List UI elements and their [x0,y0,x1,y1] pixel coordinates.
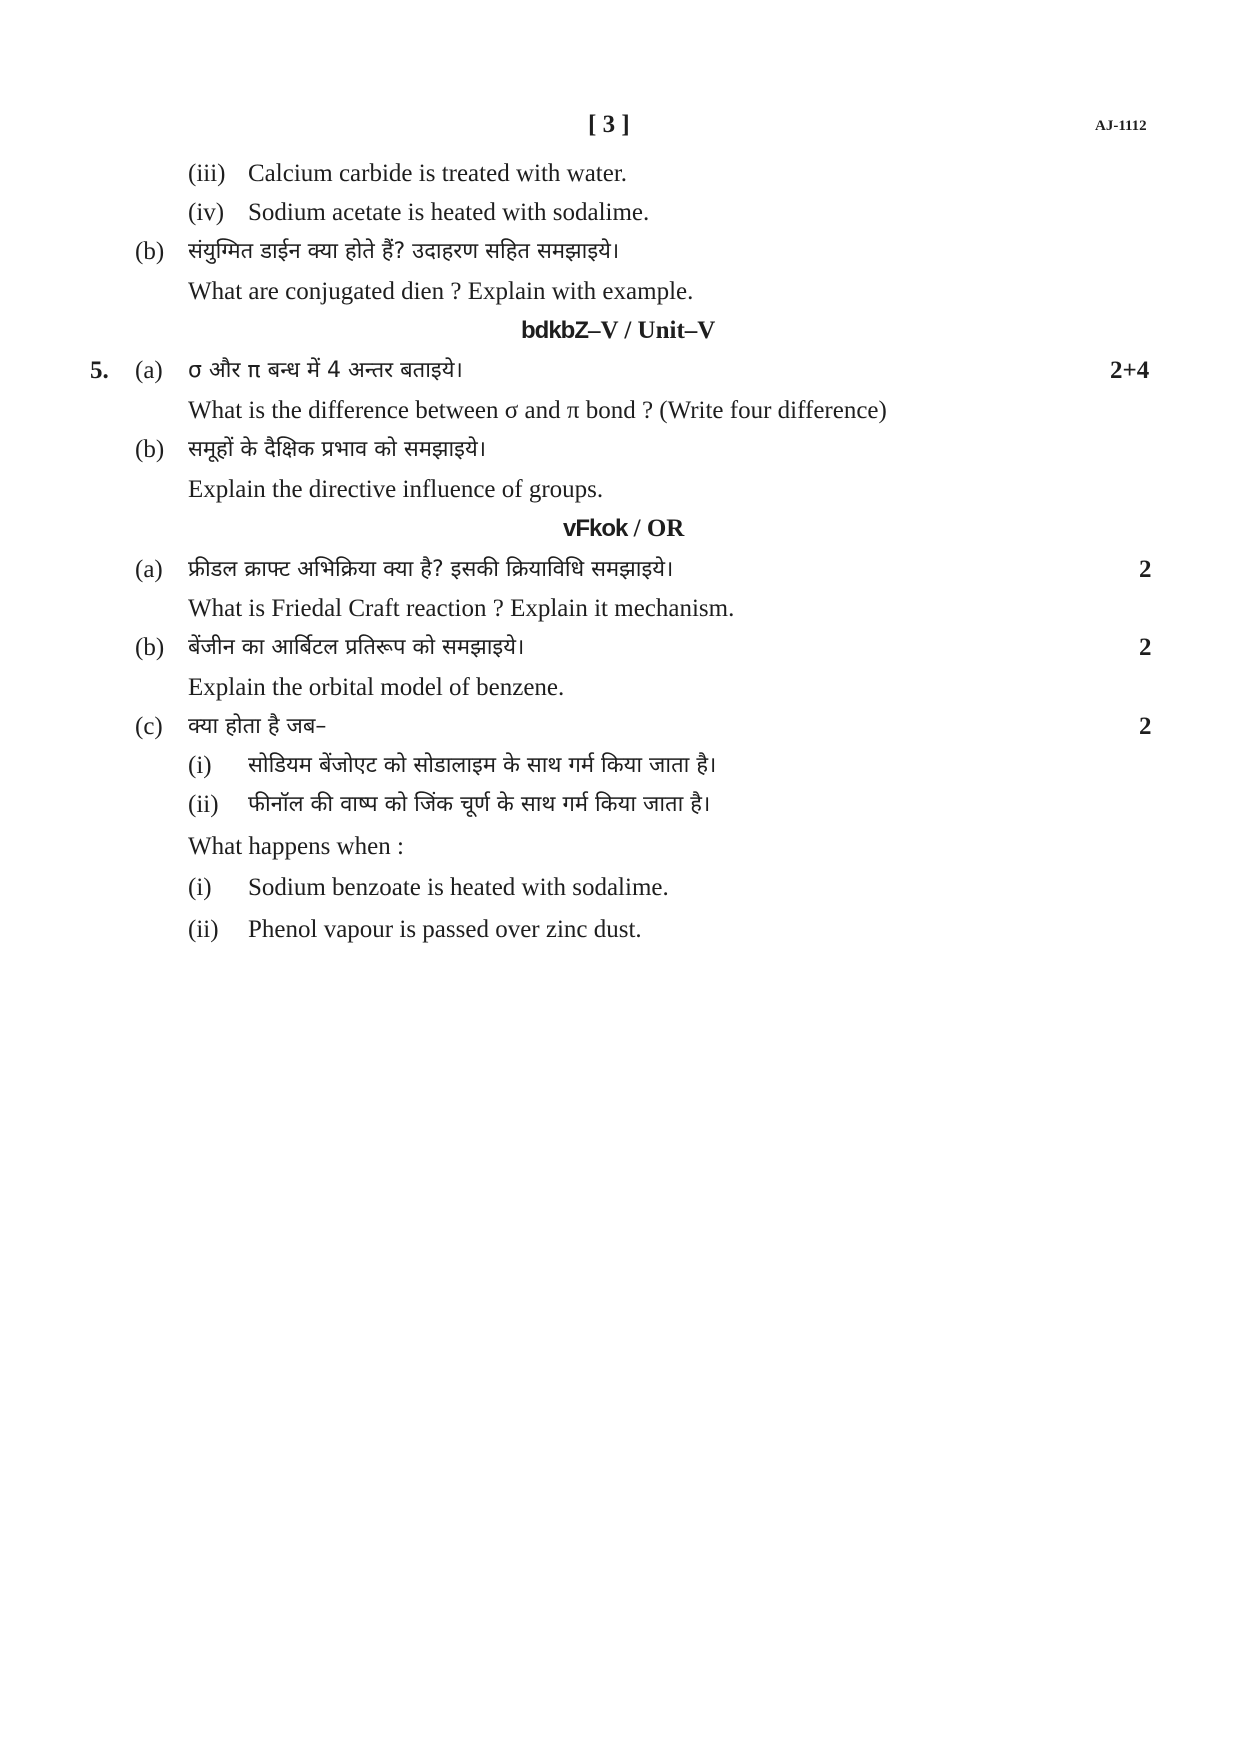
q4b-english: What are conjugated dien ? Explain with example. [188,278,694,305]
or-c-marks: 2 [1139,713,1152,740]
or-c-en-ii-text: Phenol vapour is passed over zinc dust. [248,916,642,943]
item-iii-text: Calcium carbide is treated with water. [248,160,628,187]
unit-heading-text: –V / Unit–V [588,317,716,344]
q5-marks: 2+4 [1110,357,1150,384]
or-a-label: (a) [135,556,163,583]
paper-code: AJ-1112 [1095,118,1147,134]
q5a-label: (a) [135,357,163,384]
q4b-label: (b) [135,238,165,265]
q5b-hindi: समूहों के दैक्षिक प्रभाव को समझाइये। [188,437,487,462]
item-iv-text: Sodium acetate is heated with sodalime. [248,199,650,226]
or-c-label: (c) [135,713,163,740]
q5b-label: (b) [135,436,165,463]
or-c-hi-i-label: (i) [188,752,212,779]
or-c-en-i-text: Sodium benzoate is heated with sodalime. [248,874,669,901]
item-iii-label: (iii) [188,160,226,187]
or-c-hi-ii-label: (ii) [188,791,219,818]
q5-number: 5. [90,357,109,384]
or-c-hi-ii-text: फीनॉल की वाष्प को जिंक चूर्ण के साथ गर्म किया जाता है। [248,792,711,817]
or-b-label: (b) [135,634,165,661]
or-heading-text: / OR [627,515,685,542]
q5a-english: What is the difference between σ and π bond ? (Write four difference) [188,397,887,424]
unit-heading [521,316,715,346]
or-c-en-i-label: (i) [188,874,212,901]
or-b-hindi: बेंजीन का आर्बिटल प्रतिरूप को समझाइये। [188,635,525,660]
unit-heading-garbled: bdkbZ [521,317,588,344]
or-b-marks: 2 [1139,634,1152,661]
or-c-hi-i-text: सोडियम बेंजोएट को सोडालाइम के साथ गर्म किया जाता है। [248,753,717,778]
or-b-english: Explain the orbital model of benzene. [188,674,565,701]
q5a-hindi: σ और π बन्ध में 4 अन्तर बताइये। [188,358,463,383]
or-c-hindi: क्या होता है जब– [188,714,327,739]
or-a-hindi: फ्रीडल क्राफ्ट अभिक्रिया क्या है? इसकी क्रियाविधि समझाइये। [188,557,674,582]
or-heading [563,514,684,544]
or-c-english: What happens when : [188,833,404,860]
page-number: [ 3 ] [588,111,630,138]
or-a-english: What is Friedal Craft reaction ? Explain it mechanism. [188,595,735,622]
item-iv-label: (iv) [188,199,225,226]
or-heading-garbled: vFkok [563,515,628,542]
q4b-hindi: संयुग्मित डाईन क्या होते हैं? उदाहरण सहित समझाइये। [188,239,620,264]
or-a-marks: 2 [1139,556,1152,583]
q5b-english: Explain the directive influence of groups. [188,476,604,503]
or-c-en-ii-label: (ii) [188,916,219,943]
